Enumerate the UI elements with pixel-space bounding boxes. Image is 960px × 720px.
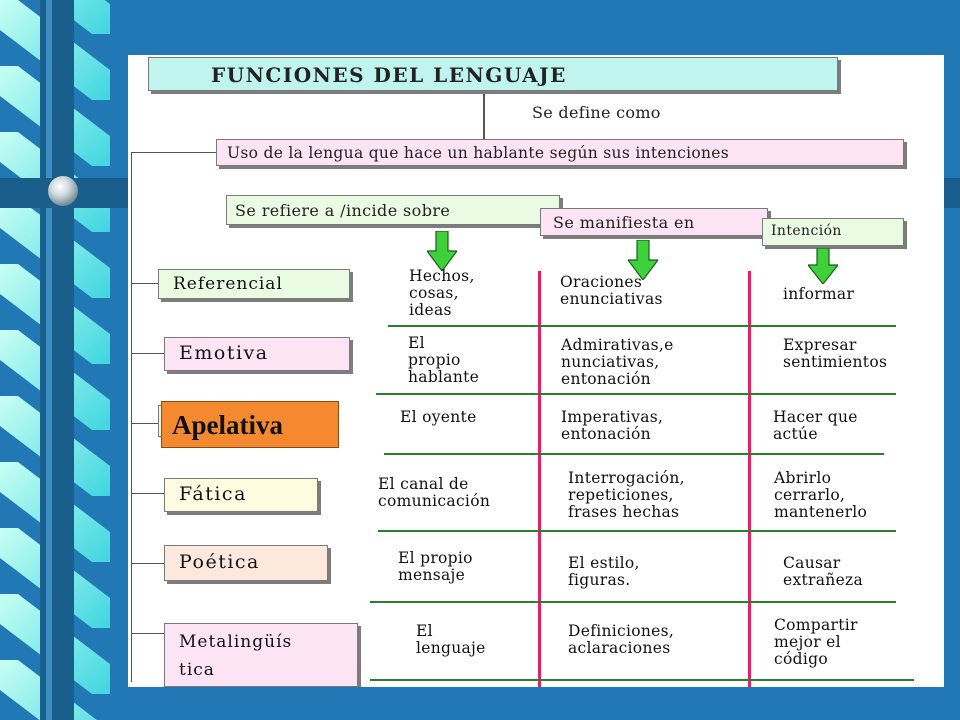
function-name-fatica: Fática bbox=[179, 483, 247, 505]
decorative-stripes bbox=[0, 0, 120, 720]
arrow-down-icon-refers bbox=[427, 231, 457, 271]
header-intention-box bbox=[762, 218, 904, 246]
row-rule-1 bbox=[388, 325, 896, 327]
function-box-apelativa bbox=[161, 401, 339, 448]
function-name-apelativa: Apelativa bbox=[172, 410, 283, 440]
connector-to-referencial bbox=[131, 283, 158, 284]
cell-fatica-intention: Abrirlo cerrarlo, mantenerlo bbox=[774, 469, 868, 521]
header-refers-box bbox=[226, 195, 560, 225]
row-rule-3 bbox=[384, 453, 884, 455]
connector-to-poetica bbox=[131, 563, 164, 564]
definition-box bbox=[216, 139, 904, 166]
cell-fatica-refers: El canal de comunicación bbox=[378, 475, 491, 510]
function-name-metalinguistica: Metalingüís tica bbox=[179, 632, 293, 680]
definition-text: Uso de la lengua que hace un hablante según sus intenciones bbox=[227, 144, 730, 162]
cell-referencial-manifests: Oraciones enunciativas bbox=[560, 273, 663, 308]
function-box-emotiva bbox=[164, 337, 350, 371]
cell-apelativa-intention: Hacer que actúe bbox=[773, 408, 858, 443]
defines-label: Se define como bbox=[532, 103, 661, 122]
cell-emotiva-refers: El propio hablante bbox=[408, 334, 480, 386]
header-manifests-box bbox=[540, 208, 768, 236]
row-rule-2 bbox=[376, 393, 896, 395]
cell-referencial-refers: Hechos, cosas, ideas bbox=[409, 267, 475, 319]
cell-poetica-refers: El propio mensaje bbox=[398, 549, 473, 584]
cell-metalinguistica-intention: Compartir mejor el código bbox=[774, 616, 858, 668]
cell-metalinguistica-refers: El lenguaje bbox=[416, 622, 486, 657]
connector-left-trunk bbox=[131, 152, 132, 682]
header-intention-label: Intención bbox=[771, 223, 842, 239]
function-box-metalinguistica bbox=[164, 623, 358, 687]
cell-referencial-intention: informar bbox=[783, 285, 855, 303]
row-rule-5 bbox=[370, 601, 896, 603]
connector-to-emotiva bbox=[131, 353, 164, 354]
cell-emotiva-manifests: Admirativas,e nunciativas, entonación bbox=[561, 336, 674, 388]
arrow-down-icon-intention bbox=[808, 248, 838, 284]
function-name-poetica: Poética bbox=[179, 551, 260, 573]
function-box-poetica bbox=[164, 545, 328, 581]
cell-metalinguistica-manifests: Definiciones, aclaraciones bbox=[568, 622, 675, 657]
slide-canvas bbox=[128, 55, 944, 687]
function-name-emotiva: Emotiva bbox=[179, 342, 269, 364]
connector-to-definition bbox=[131, 152, 216, 153]
cell-poetica-intention: Causar extrañeza bbox=[783, 554, 864, 589]
connector-to-metalinguistica bbox=[131, 633, 164, 634]
cell-emotiva-intention: Expresar sentimientos bbox=[783, 336, 888, 371]
connector-to-apelativa bbox=[131, 423, 161, 424]
function-name-referencial: Referencial bbox=[173, 274, 283, 294]
header-manifests-label: Se manifiesta en bbox=[553, 213, 695, 232]
cell-apelativa-manifests: Imperativas, entonación bbox=[561, 408, 664, 443]
title-box bbox=[148, 57, 838, 91]
row-rule-4 bbox=[378, 530, 896, 532]
header-refers-label: Se refiere a /incide sobre bbox=[235, 201, 451, 220]
function-box-referencial bbox=[158, 269, 350, 299]
column-divider-1 bbox=[538, 271, 541, 687]
cell-apelativa-refers: El oyente bbox=[400, 408, 477, 426]
row-rule-6 bbox=[370, 679, 914, 681]
page-title: FUNCIONES DEL LENGUAJE bbox=[211, 63, 567, 87]
connector-to-fatica bbox=[131, 493, 164, 494]
connector-title-down bbox=[483, 93, 485, 139]
function-box-fatica bbox=[164, 478, 318, 512]
cell-poetica-manifests: El estilo, figuras. bbox=[568, 554, 640, 589]
cell-fatica-manifests: Interrogación, repeticiones, frases hechas bbox=[568, 469, 685, 521]
bullet-sphere-icon bbox=[48, 176, 78, 206]
column-divider-2 bbox=[748, 271, 751, 687]
